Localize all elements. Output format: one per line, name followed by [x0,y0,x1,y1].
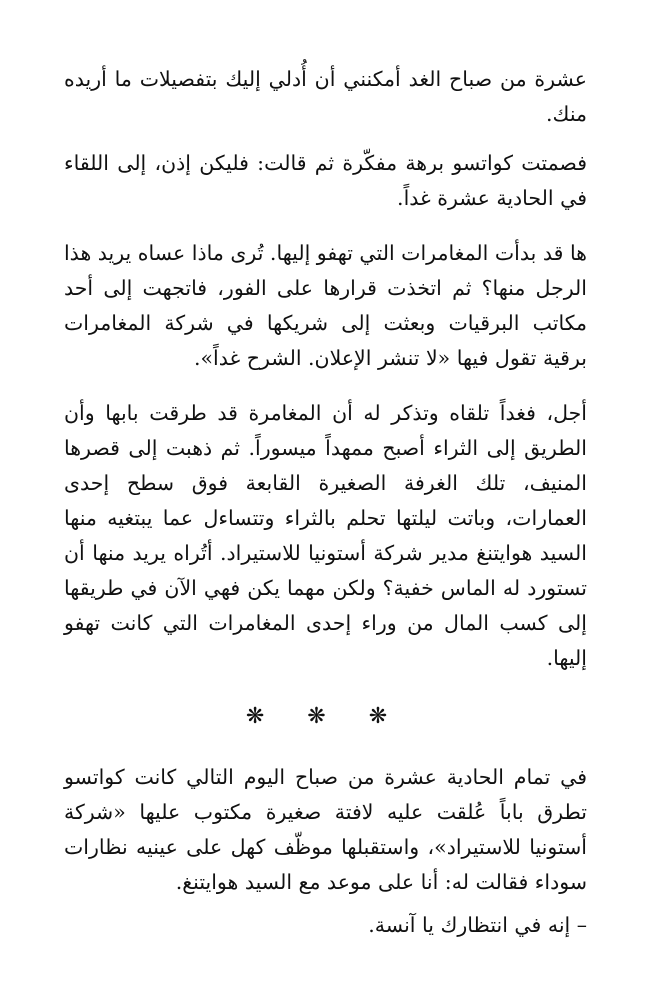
section-divider-ornament: ❋ ❋ ❋ [245,704,406,729]
dialog-line: – إنه في انتظارك يا آنسة. [368,913,587,937]
paragraph-2: فصمتت كواتسو برهة مفكّرة ثم قالت: فليكن إذن، إلى اللقاء في الحادية عشرة غداً. [64,151,587,210]
paragraph-4: أجل، فغداً تلقاه وتذكر له أن المغامرة قد طرقت بابها وأن الطريق إلى الثراء أصبح ممهداً ميسوراً. ثم ذهبت إلى قصرها المنيف، تلك الغرفة الصغيرة القابعة فوق سطح إحدى العمارات، وباتت ليلتها تحلم بالثراء وتتساءل عما يبتغيه منها السيد هوايتنغ مدير شركة أستونيا للاستيراد. أتُراه يريد منها أن تستورد له الماس خفية؟ ولكن مهما يكن فهي الآن في طريقها إلى كسب المال من وراء إحدى المغامرات التي كانت تهفو إليها. [64,401,587,670]
paragraph-3: ها قد بدأت المغامرات التي تهفو إليها. تُرى ماذا عساه يريد هذا الرجل منها؟ ثم اتخذت قرارها على الفور، فاتجهت إلى أحد مكاتب البرقيات وبعثت إلى شريكها في شركة المغامرات برقية تقول فيها «لا تنشر الإعلان. الشرح غداً». [63,241,587,370]
paragraph-5: في تمام الحادية عشرة من صباح اليوم التالي كانت كواتسو تطرق باباً عُلقت عليه لافتة صغيرة مكتوب عليها «شركة أستونيا للاستيراد»، واستقبلها موظّف كهل على عينيه نظارات سوداء فقالت له: أنا على موعد مع السيد هوايتنغ. [64,765,587,894]
paragraph-1: عشرة من صباح الغد أمكنني أن أُدلي إليك بتفصيلات ما أريده منك. [64,67,587,126]
